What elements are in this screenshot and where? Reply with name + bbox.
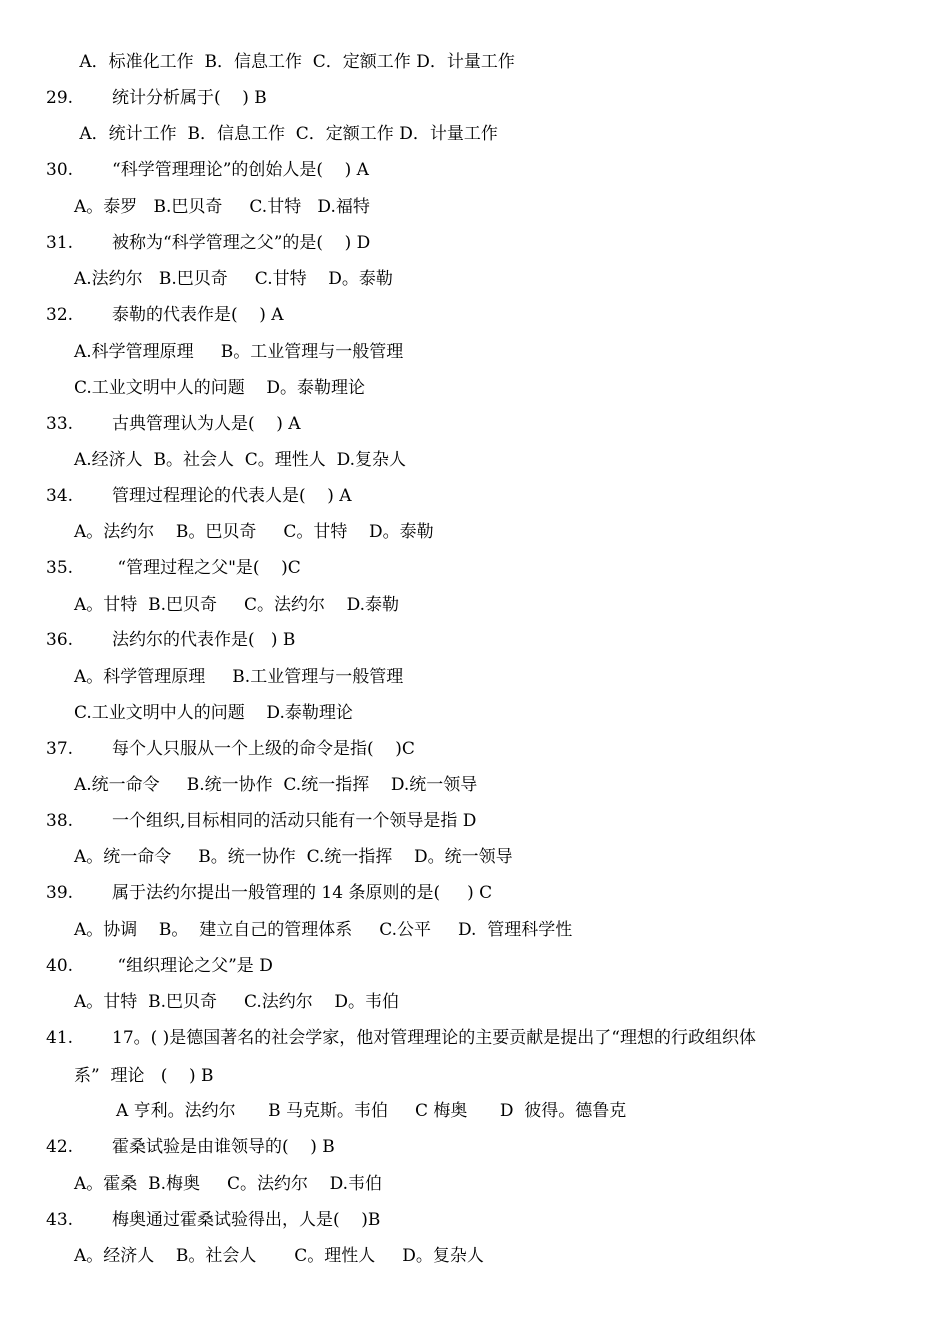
question-number: 33. <box>46 414 74 434</box>
question-number: 41. <box>46 1028 74 1048</box>
answer-options: A 亨利。法约尔 B 马克斯。韦伯 C 梅奥 D 彼得。德鲁克 <box>116 1101 627 1121</box>
question-text: 管理过程理论的代表人是( ) A <box>112 486 352 506</box>
question-number: 29. <box>46 88 74 108</box>
answer-options: A。统一命令 B。统一协作 C.统一指挥 D。统一领导 <box>74 847 513 867</box>
question-text: 霍桑试验是由谁领导的( ) B <box>112 1137 335 1157</box>
question-number: 43. <box>46 1210 74 1230</box>
answer-options: A。霍桑 B.梅奥 C。法约尔 D.韦伯 <box>74 1174 383 1194</box>
question-text: 梅奥通过霍桑试验得出，人是( )B <box>112 1210 381 1230</box>
answer-options: A．标准化工作 B．信息工作 C．定额工作 D．计量工作 <box>74 52 515 72</box>
question-text: “组织理论之父”是 D <box>112 956 273 976</box>
question-text: 每个人只服从一个上级的命令是指( )C <box>112 739 415 759</box>
question-number: 39. <box>46 883 74 903</box>
question-text: 一个组织,目标相同的活动只能有一个领导是指 D <box>112 811 477 831</box>
question-number: 30. <box>46 160 74 180</box>
answer-options: A.经济人 B。社会人 C。理性人 D.复杂人 <box>74 450 407 470</box>
answer-options: C.工业文明中人的问题 D。泰勒理论 <box>74 378 366 398</box>
question-number: 36. <box>46 630 74 650</box>
question-text: 古典管理认为人是( ) A <box>112 414 301 434</box>
answer-options: A。甘特 B.巴贝奇 C.法约尔 D。韦伯 <box>74 992 400 1012</box>
answer-options: A。法约尔 B。巴贝奇 C。甘特 D。泰勒 <box>74 522 434 542</box>
question-text: 法约尔的代表作是( ) B <box>112 630 296 650</box>
answer-options: A．统计工作 B．信息工作 C．定额工作 D．计量工作 <box>74 124 498 144</box>
answer-options: A。协调 B。 建立自己的管理体系 C.公平 D. 管理科学性 <box>74 920 573 940</box>
answer-options: A。甘特 B.巴贝奇 C。法约尔 D.泰勒 <box>74 595 400 615</box>
answer-options: A。经济人 B。社会人 C。理性人 D。复杂人 <box>74 1246 484 1266</box>
question-number: 31. <box>46 233 74 253</box>
question-text: 17。( )是德国著名的社会学家，他对管理理论的主要贡献是提出了“理想的行政组织体 <box>112 1028 756 1048</box>
answer-options: 系” 理论 ( ) B <box>74 1066 214 1086</box>
question-number: 40. <box>46 956 74 976</box>
answer-options: A.科学管理原理 B。工业管理与一般管理 <box>74 342 404 362</box>
question-number: 38. <box>46 811 74 831</box>
question-number: 32. <box>46 305 74 325</box>
answer-options: A。泰罗 B.巴贝奇 C.甘特 D.福特 <box>74 197 370 217</box>
question-text: “科学管理理论”的创始人是( ) A <box>112 160 369 180</box>
question-number: 42. <box>46 1137 74 1157</box>
question-number: 35. <box>46 558 74 578</box>
question-text: “管理过程之父"是( )C <box>112 558 301 578</box>
question-text: 泰勒的代表作是( ) A <box>112 305 284 325</box>
question-number: 37. <box>46 739 74 759</box>
answer-options: A.法约尔 B.巴贝奇 C.甘特 D。泰勒 <box>74 269 393 289</box>
answer-options: C.工业文明中人的问题 D.泰勒理论 <box>74 703 353 723</box>
answer-options: A.统一命令 B.统一协作 C.统一指挥 D.统一领导 <box>74 775 478 795</box>
question-text: 统计分析属于( ) B <box>112 88 267 108</box>
question-text: 被称为“科学管理之父”的是( ) D <box>112 233 371 253</box>
question-text: 属于法约尔提出一般管理的 14 条原则的是( ) C <box>112 883 493 903</box>
answer-options: A。科学管理原理 B.工业管理与一般管理 <box>74 667 404 687</box>
question-number: 34. <box>46 486 74 506</box>
